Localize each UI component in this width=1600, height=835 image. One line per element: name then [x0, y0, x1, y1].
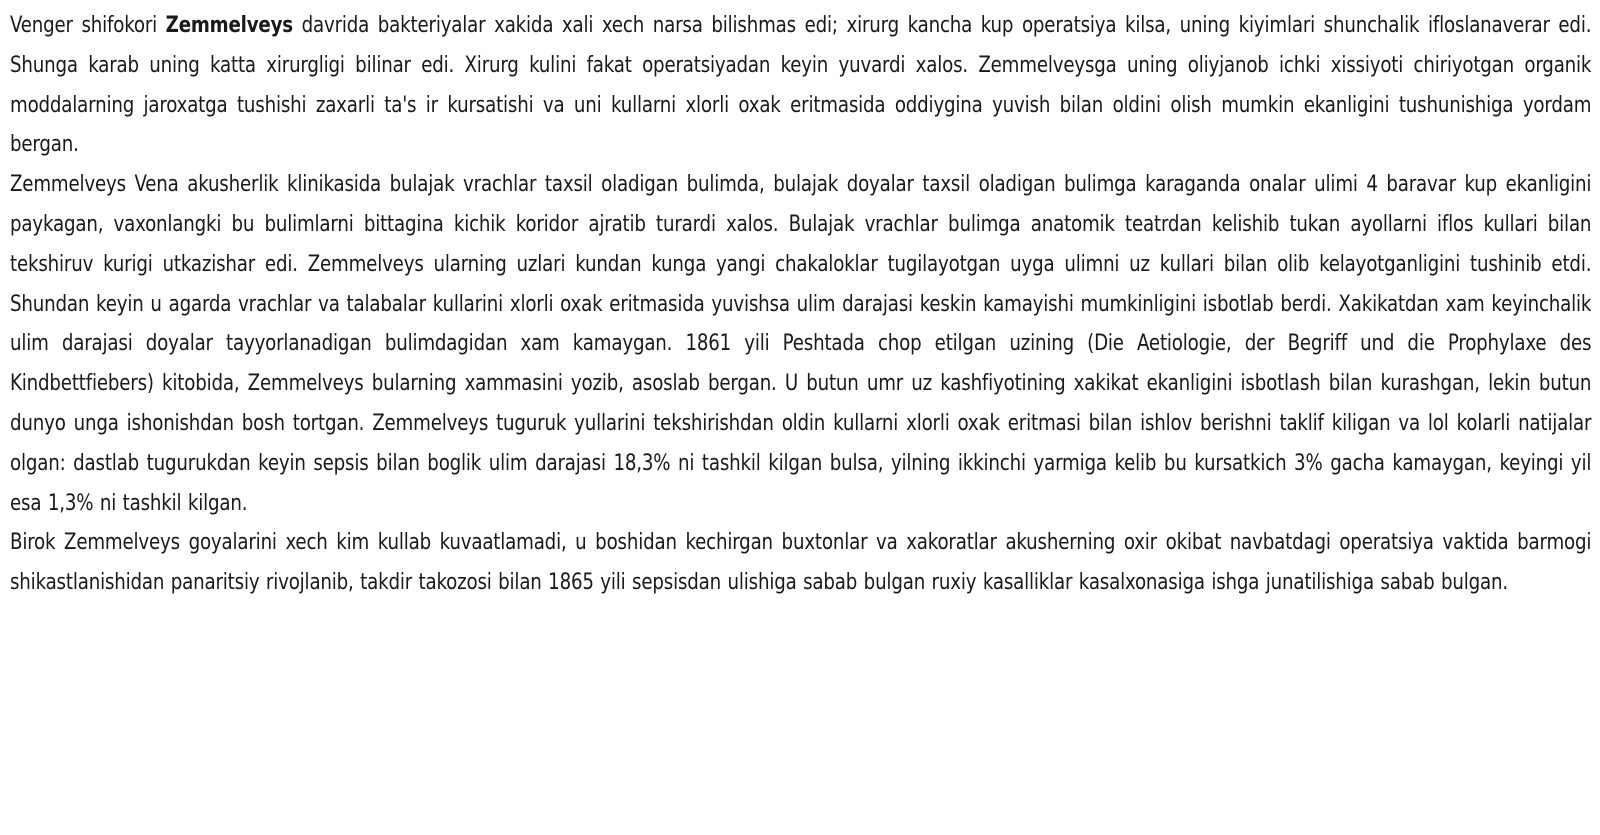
- paragraph-1-text: davrida bakteriyalar xakida xali xech narsa bilishmas edi; xirurg kancha kup operatsiya kilsa, uning kiyimlari shunchalik ifloslanaverar edi. Shunga karab uning katta xirurgligi bilinar edi. Xirurg kulini fakat operatsiyadan keyin yuvardi xalos. Zemmelveysga uning oliyjanob ichki xissiyoti chiriyotgan organik moddalarning jaroxatga tushishi zaxarli ta's ir kursatishi va uni kullarni xlorli oxak eritmasida oddiygina yuvish bilan oldini olish mumkin ekanligini tushunishiga yordam bergan.: [10, 12, 1592, 158]
- document-body: [10, 6, 1592, 603]
- paragraph-1: [10, 6, 1591, 165]
- zemmelveys-bold-name: Zemmelveys: [165, 12, 293, 38]
- paragraph-2: Zemmelveys Vena akusherlik klinikasida bulajak vrachlar taxsil oladigan bulimda, bulajak doyalar taxsil oladigan bulimga karaganda onalar ulimi 4 baravar kup ekanligini paykagan, vaxonlangki bu bulimlarni bittagina kichik koridor ajratib turardi xalos. Bulajak vrachlar bulimga anatomik teatrdan kelishib tukan ayollarni iflos kullari bilan tekshiruv kurigi utkazishar edi. Zemmelveys ularning uzlari kundan kunga yangi chakaloklar tugilayotgan uyga ulimni uz kullari bilan olib kelayotganligini tushinib etdi. Shundan keyin u agarda vrachlar va talabalar kullarini xlorli oxak eritmasida yuvishsa ulim darajasi keskin kamayishi mumkinligini isbotlab berdi. Xakikatdan xam keyinchalik ulim darajasi doyalar tayyorlanadigan bulimdagidan xam kamaygan. 1861 yili Peshtada chop etilgan uzining (Die Aetiologie, der Begriff und die Prophylaxe des Kindbettfiebers) kitobida, Zemmelveys bularning xammasini yozib, asoslab bergan. U butun umr uz kashfiyotining xakikat ekanligini isbotlash bilan kurashgan, lekin butun dunyo unga ishonishdan bosh tortgan. Zemmelveys tuguruk yullarini tekshirishdan oldin kullarni xlorli oxak eritmasi bilan ishlov berishni taklif kiligan va lol kolarli natijalar olgan: dastlab tugurukdan keyin sepsis bilan boglik ulim darajasi 18,3% ni tashkil kilgan bulsa, yilning ikkinchi yarmiga kelib bu kursatkich 3% gacha kamaygan, keyingi yil esa 1,3% ni tashkil kilgan.: [10, 171, 1592, 516]
- paragraph-3: Birok Zemmelveys goyalarini xech kim kullab kuvaatlamadi, u boshidan kechirgan buxtonlar va xakoratlar akusherning oxir okibat navbatdagi operatsiya vaktida barmogi shikastlanishidan panaritsiy rivojlanib, takdir takozosi bilan 1865 yili sepsisdan ulishiga sabab bulgan ruxiy kasalliklar kasalxonasiga ishga junatilishiga sabab bulgan.: [10, 529, 1592, 596]
- paragraph-1-lead: Venger shifokori: [10, 12, 166, 38]
